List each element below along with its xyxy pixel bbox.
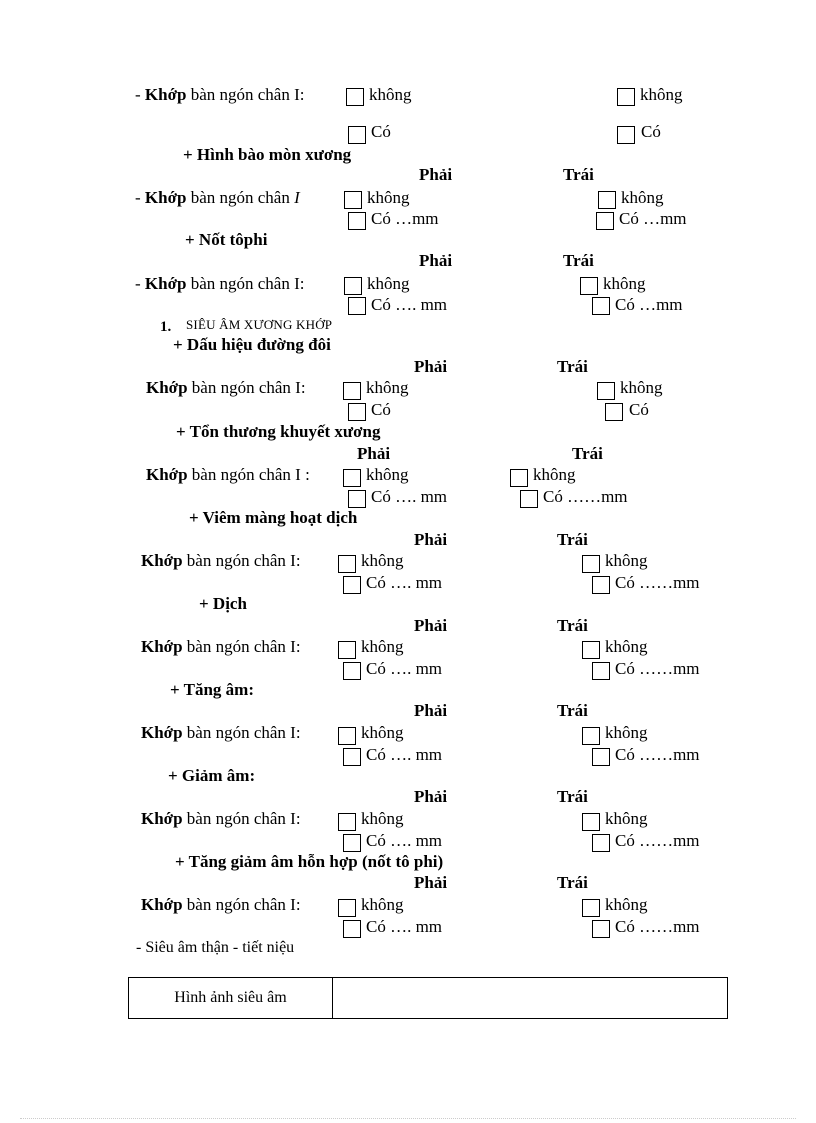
- column-header-left: Trái: [557, 530, 588, 549]
- option-label: Có: [371, 122, 391, 141]
- section-heading: - Siêu âm thận - tiết niệu: [136, 939, 295, 956]
- option-label: không: [605, 723, 648, 742]
- checkbox-right-no[interactable]: [338, 899, 356, 917]
- checkbox-left-yes[interactable]: [596, 212, 614, 230]
- option-label: không: [367, 274, 410, 293]
- checkbox-right-yes[interactable]: [348, 297, 366, 315]
- option-label: Có: [641, 122, 661, 141]
- checkbox-right-no[interactable]: [343, 382, 361, 400]
- option-label: Có: [371, 400, 391, 419]
- option-label: không: [366, 378, 409, 397]
- column-header-right: Phải: [414, 873, 448, 892]
- column-header-right: Phải: [414, 530, 448, 549]
- column-header-right: Phải: [414, 357, 448, 376]
- option-label: Có …. mm: [371, 295, 448, 314]
- column-header-right: Phải: [414, 787, 448, 806]
- checkbox-left-yes[interactable]: [592, 662, 610, 680]
- checkbox-right-yes[interactable]: [343, 576, 361, 594]
- checkbox-right-no[interactable]: [338, 641, 356, 659]
- checkbox-left-yes[interactable]: [592, 748, 610, 766]
- joint-label-7: Khớp bàn ngón chân I:: [141, 723, 301, 742]
- column-header-left: Trái: [563, 251, 594, 270]
- section-heading: + Tăng giảm âm hỗn hợp (nốt tô phi): [175, 852, 444, 871]
- section-title: SIÊU ÂM XƯƠNG KHỚP: [186, 317, 333, 332]
- checkbox-left-yes[interactable]: [617, 126, 635, 144]
- option-label: không: [361, 895, 404, 914]
- option-label: không: [533, 465, 576, 484]
- option-label: Có …. mm: [366, 659, 443, 678]
- ultrasound-image-table: [128, 977, 728, 1019]
- column-header-left: Trái: [557, 616, 588, 635]
- section-number: 1.: [160, 319, 172, 335]
- checkbox-right-no[interactable]: [343, 469, 361, 487]
- joint-label-4: Khớp bàn ngón chân I :: [146, 465, 310, 484]
- option-label: Có …mm: [619, 209, 687, 228]
- option-label: Có ……mm: [615, 745, 700, 764]
- checkbox-left-no[interactable]: [597, 382, 615, 400]
- checkbox-left-yes[interactable]: [592, 920, 610, 938]
- checkbox-left-no[interactable]: [582, 555, 600, 573]
- option-label: Có …. mm: [371, 487, 448, 506]
- checkbox-left-no[interactable]: [582, 727, 600, 745]
- checkbox-left-no[interactable]: [582, 899, 600, 917]
- option-label: không: [369, 85, 412, 104]
- checkbox-right-no[interactable]: [344, 191, 362, 209]
- section-heading: + Nốt tôphi: [185, 230, 268, 249]
- checkbox-left-no[interactable]: [582, 641, 600, 659]
- checkbox-left-no[interactable]: [510, 469, 528, 487]
- column-header-left: Trái: [557, 357, 588, 376]
- option-label: không: [605, 551, 648, 570]
- table-value-cell[interactable]: [333, 978, 727, 1018]
- option-label: Có ……mm: [615, 573, 700, 592]
- checkbox-left-no[interactable]: [580, 277, 598, 295]
- checkbox-left-no[interactable]: [582, 813, 600, 831]
- column-header-right: Phải: [414, 701, 448, 720]
- option-label: không: [361, 723, 404, 742]
- section-heading: + Tăng âm:: [170, 680, 254, 699]
- checkbox-left-yes[interactable]: [520, 490, 538, 508]
- checkbox-left-yes[interactable]: [592, 297, 610, 315]
- option-label: không: [605, 637, 648, 656]
- option-label: Có ……mm: [615, 917, 700, 936]
- checkbox-right-yes[interactable]: [343, 834, 361, 852]
- column-header-left: Trái: [563, 165, 594, 184]
- option-label: Có: [629, 400, 649, 419]
- option-label: không: [640, 85, 683, 104]
- section-heading: + Tổn thương khuyết xương: [176, 422, 381, 441]
- joint-label-0: - Khớp bàn ngón chân I:: [135, 85, 305, 104]
- joint-label-9: Khớp bàn ngón chân I:: [141, 895, 301, 914]
- option-label: Có ……mm: [615, 831, 700, 850]
- section-heading: + Dịch: [199, 594, 247, 613]
- checkbox-right-no[interactable]: [338, 813, 356, 831]
- checkbox-right-yes[interactable]: [348, 212, 366, 230]
- option-label: không: [605, 809, 648, 828]
- checkbox-right-yes[interactable]: [348, 403, 366, 421]
- checkbox-right-no[interactable]: [338, 727, 356, 745]
- joint-label-2: - Khớp bàn ngón chân I:: [135, 274, 305, 293]
- section-heading: + Viêm màng hoạt dịch: [189, 508, 358, 527]
- joint-label-8: Khớp bàn ngón chân I:: [141, 809, 301, 828]
- option-label: không: [366, 465, 409, 484]
- section-heading: + Giảm âm:: [168, 766, 256, 785]
- checkbox-right-yes[interactable]: [348, 490, 366, 508]
- column-header-right: Phải: [419, 251, 453, 270]
- column-header-left: Trái: [557, 787, 588, 806]
- option-label: Có …. mm: [366, 573, 443, 592]
- option-label: không: [605, 895, 648, 914]
- column-header-right: Phải: [357, 444, 391, 463]
- checkbox-right-no[interactable]: [344, 277, 362, 295]
- checkbox-right-yes[interactable]: [343, 920, 361, 938]
- option-label: Có …. mm: [366, 831, 443, 850]
- joint-label-5: Khớp bàn ngón chân I:: [141, 551, 301, 570]
- column-header-right: Phải: [419, 165, 453, 184]
- column-header-left: Trái: [572, 444, 603, 463]
- option-label: Có …mm: [371, 209, 439, 228]
- option-label: không: [367, 188, 410, 207]
- option-label: không: [361, 637, 404, 656]
- option-label: Có …. mm: [366, 745, 443, 764]
- column-header-left: Trái: [557, 701, 588, 720]
- column-header-right: Phải: [414, 616, 448, 635]
- column-header-left: Trái: [557, 873, 588, 892]
- option-label: không: [603, 274, 646, 293]
- joint-label-1: - Khớp bàn ngón chân I: [135, 188, 300, 207]
- checkbox-left-no[interactable]: [617, 88, 635, 106]
- checkbox-right-yes[interactable]: [343, 662, 361, 680]
- option-label: Có ……mm: [615, 659, 700, 678]
- checkbox-left-yes[interactable]: [592, 834, 610, 852]
- joint-label-6: Khớp bàn ngón chân I:: [141, 637, 301, 656]
- option-label: Có ……mm: [543, 487, 628, 506]
- page-footer-divider: [20, 1118, 796, 1119]
- checkbox-right-yes[interactable]: [343, 748, 361, 766]
- joint-label-3: Khớp bàn ngón chân I:: [146, 378, 306, 397]
- checkbox-left-yes[interactable]: [605, 403, 623, 421]
- section-heading: + Hình bào mòn xương: [183, 145, 352, 164]
- option-label: Có …. mm: [366, 917, 443, 936]
- option-label: không: [620, 378, 663, 397]
- checkbox-left-yes[interactable]: [592, 576, 610, 594]
- checkbox-right-no[interactable]: [338, 555, 356, 573]
- option-label: không: [361, 551, 404, 570]
- table-label-cell: Hình ảnh siêu âm: [129, 978, 333, 1018]
- checkbox-left-no[interactable]: [598, 191, 616, 209]
- option-label: Có …mm: [615, 295, 683, 314]
- checkbox-right-yes[interactable]: [348, 126, 366, 144]
- option-label: không: [361, 809, 404, 828]
- section-heading: + Dấu hiệu đường đôi: [173, 335, 331, 354]
- option-label: không: [621, 188, 664, 207]
- checkbox-right-no[interactable]: [346, 88, 364, 106]
